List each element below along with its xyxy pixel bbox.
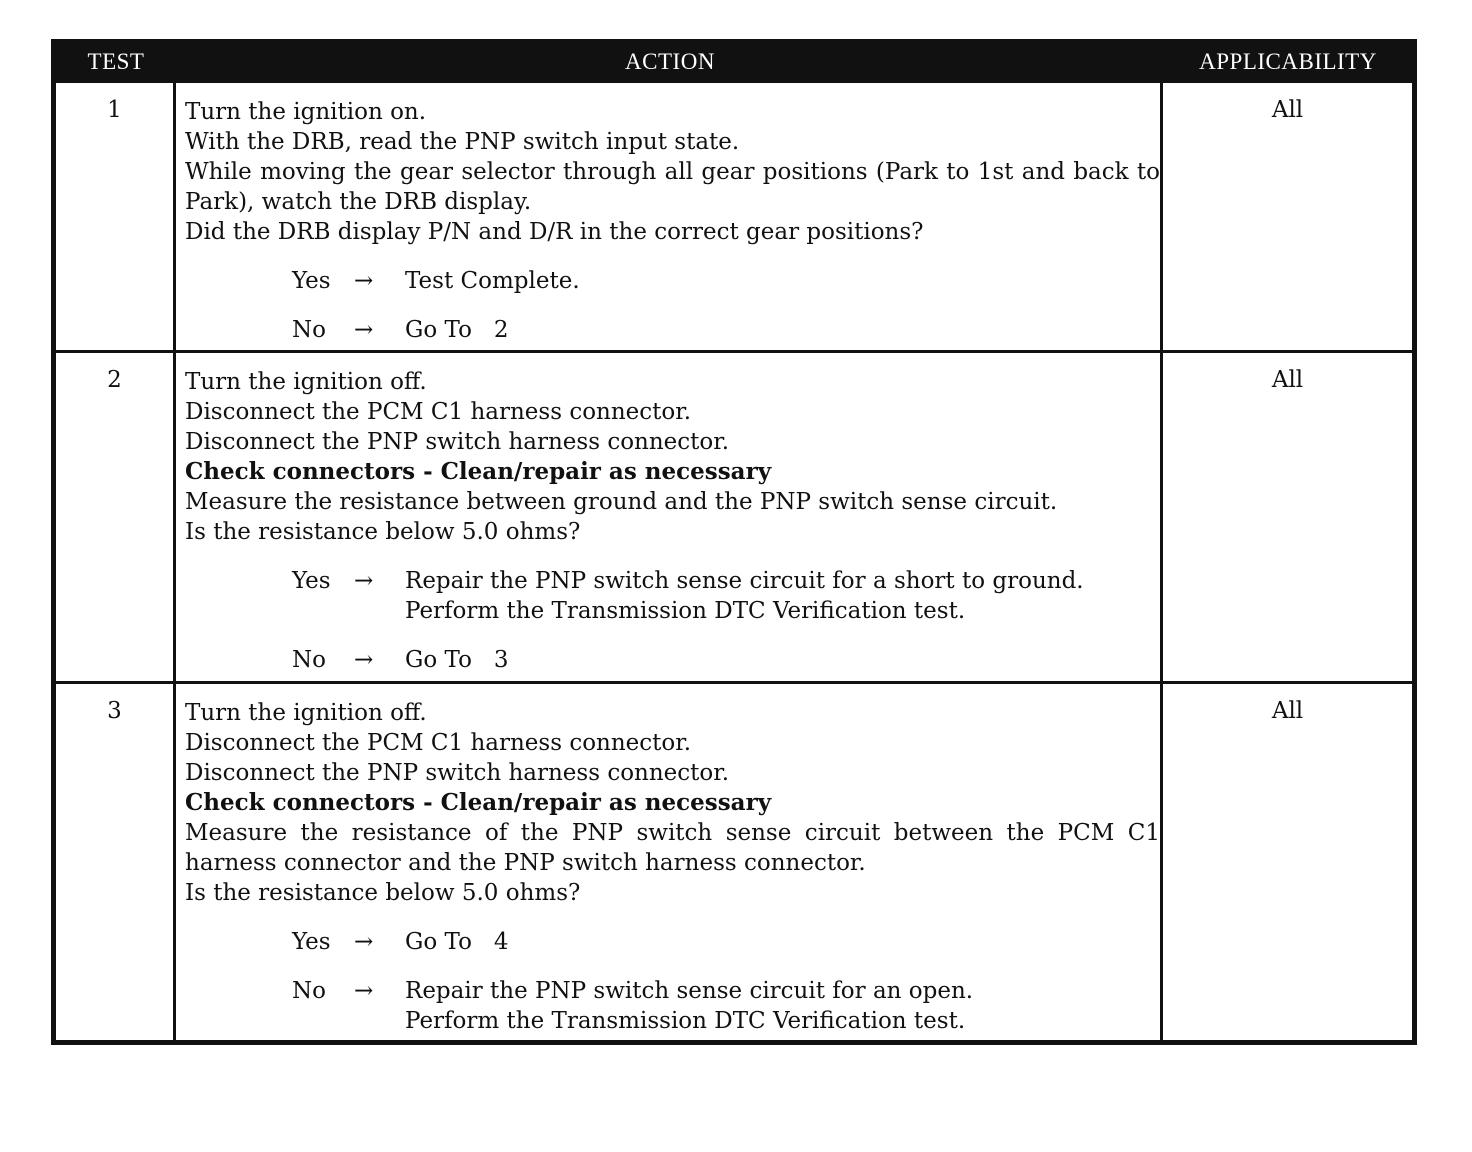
outcome-no <box>292 976 1160 1036</box>
result-text: Go To 2 <box>405 317 509 343</box>
right-arrow-icon: → <box>354 978 374 1004</box>
step-text: Turn the ignition off. <box>185 700 427 726</box>
action-cell <box>185 367 1160 675</box>
outcome-no <box>292 315 1160 345</box>
outcome-yes <box>292 566 1160 626</box>
result-text: Perform the Transmission DTC Verification test. <box>405 598 966 624</box>
outcome-no <box>292 645 1160 675</box>
action-cell <box>185 97 1160 345</box>
right-arrow-icon: → <box>354 268 374 294</box>
outcome-result <box>405 645 1160 675</box>
step-text: Measure the resistance of the PNP switch sense circuit between the PCM C1 harness connector and the PNP switch harness connector. <box>185 820 1160 876</box>
step-text: Turn the ignition off. <box>185 369 427 395</box>
step-text: Is the resistance below 5.0 ohms? <box>185 880 581 906</box>
outcome-result <box>405 266 1160 296</box>
table-row <box>56 353 1412 684</box>
answer-label: No <box>292 978 326 1004</box>
action-cell <box>185 698 1160 1036</box>
answer-label: Yes <box>292 929 331 955</box>
step-text: Disconnect the PNP switch harness connector. <box>185 760 730 786</box>
result-text: Repair the PNP switch sense circuit for a short to ground. <box>405 568 1084 594</box>
step-text: Turn the ignition on. <box>185 99 427 125</box>
result-text: Perform the Transmission DTC Verification test. <box>405 1008 966 1034</box>
right-arrow-icon: → <box>354 317 374 343</box>
step-text: Check connectors - Clean/repair as necessary <box>185 458 772 485</box>
outcome-result <box>405 927 1160 957</box>
answer-label: No <box>292 647 326 673</box>
header-action: ACTION <box>625 49 715 74</box>
outcome-result <box>405 976 1160 1036</box>
step-text: Is the resistance below 5.0 ohms? <box>185 519 581 545</box>
outcome-result <box>405 315 1160 345</box>
answer-label: Yes <box>292 568 331 594</box>
right-arrow-icon: → <box>354 568 374 594</box>
result-text: Test Complete. <box>405 268 580 294</box>
applicability-value: All <box>1271 698 1304 724</box>
applicability-value: All <box>1271 97 1304 123</box>
step-text: Disconnect the PCM C1 harness connector. <box>185 730 692 756</box>
diagnostic-test-table <box>51 39 1417 1045</box>
test-number: 2 <box>107 367 122 393</box>
answer-label: Yes <box>292 268 331 294</box>
table-header <box>56 44 1412 83</box>
outcome-yes <box>292 266 1160 296</box>
right-arrow-icon: → <box>354 929 374 955</box>
outcome-yes <box>292 927 1160 957</box>
step-text: With the DRB, read the PNP switch input state. <box>185 129 740 155</box>
result-text: Go To 4 <box>405 929 509 955</box>
answer-label: No <box>292 317 326 343</box>
test-number: 1 <box>107 97 122 123</box>
header-test: TEST <box>87 49 145 74</box>
result-text: Repair the PNP switch sense circuit for an open. <box>405 978 974 1004</box>
outcome-result <box>405 566 1160 626</box>
step-text: Measure the resistance between ground and the PNP switch sense circuit. <box>185 489 1058 515</box>
applicability-value: All <box>1271 367 1304 393</box>
step-text: While moving the gear selector through all gear positions (Park to 1st and back to Park), watch the DRB display. <box>185 159 1160 215</box>
header-applicability: APPLICABILITY <box>1199 49 1377 74</box>
table-row <box>56 684 1412 1040</box>
step-text: Check connectors - Clean/repair as necessary <box>185 789 772 816</box>
result-text: Go To 3 <box>405 647 509 673</box>
right-arrow-icon: → <box>354 647 374 673</box>
table-row <box>56 83 1412 353</box>
test-number: 3 <box>107 698 122 724</box>
step-text: Did the DRB display P/N and D/R in the correct gear positions? <box>185 219 924 245</box>
step-text: Disconnect the PCM C1 harness connector. <box>185 399 692 425</box>
step-text: Disconnect the PNP switch harness connector. <box>185 429 730 455</box>
